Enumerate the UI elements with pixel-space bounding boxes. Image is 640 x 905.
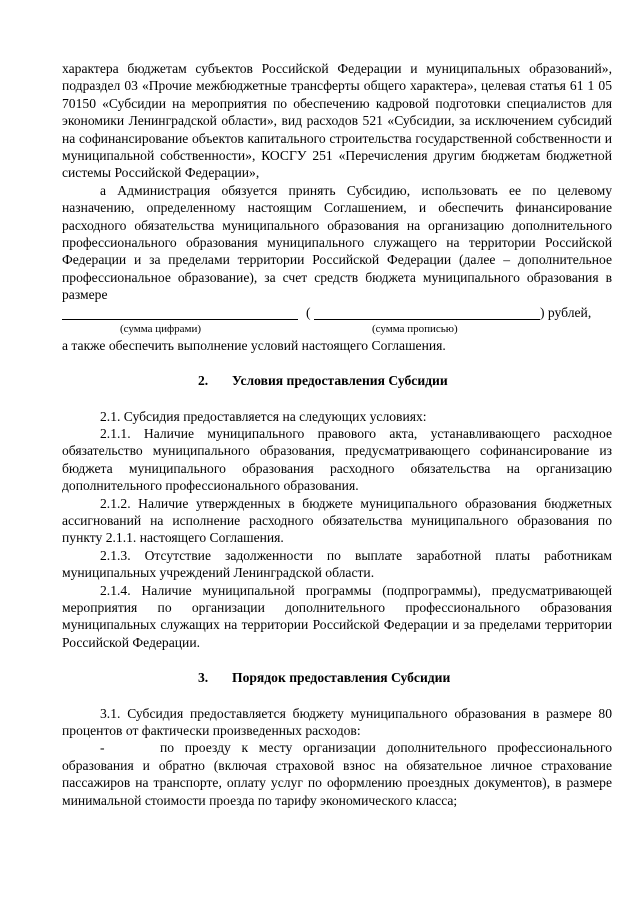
- caption-words: (сумма прописью): [372, 322, 458, 335]
- clause-3-1: 3.1. Субсидия предоставляется бюджету муниципального образования в размере 80 процентов от фактически произведенных расходов:: [62, 705, 612, 738]
- clause-2-1-4: 2.1.4. Наличие муниципальной программы (подпрограммы), предусматривающей мероприятия по организации дополнительного профессионального образования муниципальных служащих на территории Российской Федерации и за пределами территории Российской Федерации.: [62, 582, 612, 650]
- section-3-title: Порядок предоставления Субсидии: [232, 670, 451, 686]
- section-2-number: 2.: [198, 373, 209, 389]
- document-page: [62, 60, 612, 809]
- sum-digits-blank[interactable]: [62, 319, 298, 320]
- section-2-heading: [62, 372, 612, 389]
- sum-captions: [62, 323, 612, 337]
- sum-fill-row: [62, 304, 612, 323]
- sum-words-blank[interactable]: [314, 319, 540, 320]
- intro-paragraph-1: характера бюджетам субъектов Российской Федерации и муниципальных образований», подраздел 03 «Прочие межбюджетные трансферты общего характера», целевая статья 61 1 05 70150 «Субсидии на мероприятия по обеспечению кадровой подготовки специалистов для экономики Ленинградской области», вид расходов 521 «Субсидии, за исключением субсидий на софинансирование объектов капитального строительства государственной собственности и муниципальной собственности», КОСГУ 251 «Перечисления другим бюджетам бюджетной системы Российской Федерации»,: [62, 61, 612, 181]
- clause-2-1: 2.1. Субсидия предоставляется на следующих условиях:: [100, 408, 427, 424]
- clause-2-1-1: 2.1.1. Наличие муниципального правового акта, устанавливающего расходное обязательство муниципального образования, предусматривающего софинансирование из бюджета муниципального образования расходного обязательства на организацию дополнительного профессионального образования.: [62, 425, 612, 494]
- paren-open: (: [306, 304, 311, 320]
- bullet-text: по проезду к месту организации дополнительного профессионального образования и обратно (включая страховой взнос на обязательное личное страхование пассажиров на транспорте, оплату услуг по оформлению проездных документов), в размере минимальной стоимости проезда по тарифу экономического класса;: [62, 740, 612, 808]
- intro-paragraph-3: а также обеспечить выполнение условий настоящего Соглашения.: [62, 337, 446, 353]
- section-3-heading: [62, 669, 612, 686]
- clause-3-1-bullet: [62, 739, 612, 809]
- section-3-number: 3.: [198, 670, 209, 686]
- caption-digits: (сумма цифрами): [120, 322, 202, 335]
- sum-tail: ) рублей,: [540, 304, 592, 320]
- clause-2-1-2: 2.1.2. Наличие утвержденных в бюджете муниципального образования бюджетных ассигнований на исполнение расходного обязательства муниципального образования по пункту 2.1.1. настоящего Соглашения.: [62, 495, 612, 546]
- intro-paragraph-2: а Администрация обязуется принять Субсидию, использовать ее по целевому назначению, определенному настоящим Соглашением, и обеспечить финансирование расходного обязательства муниципального образования на организацию дополнительного профессионального образования муниципального служащего на территории Российской Федерации и за пределами территории Российской Федерации (далее – дополнительное профессиональное образование), за счет средств бюджета муниципального образования в размере: [62, 182, 612, 303]
- clause-2-1-3: 2.1.3. Отсутствие задолженности по выплате заработной платы работникам муниципальных учреждений Ленинградской области.: [62, 547, 612, 581]
- bullet-dash: -: [100, 740, 105, 756]
- section-2-title: Условия предоставления Субсидии: [232, 373, 448, 389]
